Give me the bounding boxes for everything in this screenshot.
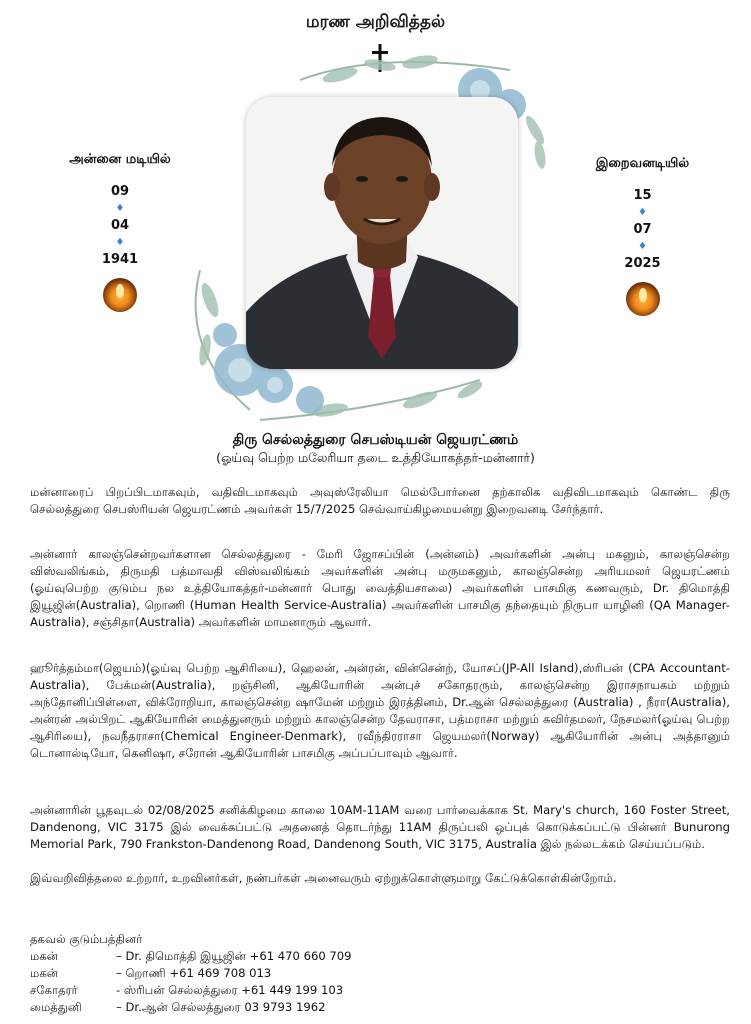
diamond-icon: ♦ [115,237,125,248]
diamond-icon: ♦ [638,241,647,252]
relatives-paragraph: ஹூர்த்தம்மா(ஜெயம்)(ஓய்வு பெற்ற ஆசிரியை), ஹெலன், அன்ரன், வின்சென்ற், யோசப்(JP-All Island),ஸ்ரிபன் (CPA Accountant-Australia), பேக்மன்(Australia), றஞ்சினி, ஆகியோரின் அன்புச் சகோதரரும், காலஞ்சென்ற இராசநாயகம் மற்றும் அந்தோனிப்பிள்ளை, விக்ரோறியா, காலஞ்சென்ற ஷாமேன் மற்றும் இரத்தினம், Dr.ஆன் செல்லத்துரை (Australia) , நீரா(Australia), அன்ரன் அல்பிறட் ஆகியோரின் மைத்துனரும் மற்றும் காலஞ்சென்ற தேவராசா, பத்மராசா மற்றும் சுவிர்தமலர், நேசமலர்(ஓய்வு பெற்ற ஆசிரியை), நவநீதராசா(Chemical Engineer-Denmark), ரவீந்திரராசா ஜெயமலர்(Norway) ஆகியோரின் அன்பு அத்தானும் டொனால்டியோ, கெனிஷா, சரோன் ஆகியோரின் பாசமிகு அப்பப்பாவும் ஆவார். [30,661,730,760]
contact-detail: – Dr. திமொத்தி இயூஜின் +61 470 660 709 [116,949,352,963]
contact-detail: – Dr.ஆன் செல்லத்துரை 03 9793 1962 [116,1000,326,1014]
diamond-icon: ♦ [638,207,647,218]
diamond-icon: ♦ [115,203,125,214]
contact-row [30,999,352,1016]
contact-section [30,931,352,1016]
portrait-photo [246,97,518,369]
deceased-title: (ஓய்வு பெற்ற மலேரியா தடை உத்தியோகத்தர்-மன்னார்) [216,450,535,465]
death-month: 07 [633,222,652,237]
birth-label: அன்னை மடியில் [69,152,171,167]
contact-relation: மகன் [30,966,58,980]
contact-heading: தகவல் குடும்பத்தினர் [30,932,143,946]
contact-detail: – றொணி +61 469 708 013 [116,966,272,980]
contact-row [30,948,352,965]
candle-icon [626,282,660,316]
contact-row [30,982,352,999]
family-paragraph: அன்னார் காலஞ்சென்றவர்களான செல்லத்துரை - மேரி ஜோசப்பின் (அன்னம்) அவர்களின் அன்பு மகனும், காலஞ்சென்ற விஸ்வலிங்கம், திருமதி பத்மாவதி விஸ்வலிங்கம் அவர்களின் அன்பு மருமகனும், காலஞ்சென்ற அரியமலர் ஜெயரட்ணம் (ஓய்வுபெற்ற குடும்ப நல உத்தியோகத்தர்-மன்னார் பொது வைத்தியசாலை) அவர்களின் பாசமிகு கணவரும், Dr. திமொத்தி இயூஜின்(Australia), றொணி (Human Health Service-Australia) அவர்களின் பாசமிகு தந்தையும் நிருபா யாழினி (QA Manager-Australia), சஞ்சிதா(Australia) அவர்களின் மாமனாரும் ஆவார். [30,547,730,629]
contact-row [30,965,352,982]
birth-date-panel [40,152,200,312]
portrait-illustration [246,97,518,369]
notice-title: மரண அறிவித்தல் [305,12,446,32]
death-year: 2025 [624,256,661,271]
birth-year: 1941 [101,252,139,267]
death-date-panel [560,156,725,316]
death-day: 15 [633,188,652,203]
obituary-paragraph: மன்னாரைப் பிறப்பிடமாகவும், வதிவிடமாகவும் அவுஸ்ரேலியா மெல்போர்னை தற்காலிக வதிவிடமாகவும் கொண்ட திரு செல்லத்துரை செபஸ்ரியன் ஜெயரட்ணம் அவர்கள் 15/7/2025 செவ்வாய்கிழமையன்று இறைவனடி சேர்ந்தார். [30,485,730,516]
birth-day: 09 [110,184,130,199]
contact-relation: மகன் [30,949,58,963]
deceased-name: திரு செல்லத்துரை செபஸ்டியன் ஜெயரட்ணம் [232,432,519,448]
candle-icon [103,278,137,312]
birth-month: 04 [110,218,130,233]
contact-relation: மைத்துனி [30,1000,82,1014]
death-label: இறைவனடியில் [595,156,690,171]
contact-detail: - ஸ்ரிபன் செல்லத்துரை +61 449 199 103 [116,983,344,997]
funeral-details-paragraph: அன்னாரின் பூதவுடல் 02/08/2025 சனிக்கிழமை காலை 10AM-11AM வரை பார்வைக்காக St. Mary's church, 160 Foster Street, Dandenong, VIC 3175 இல் வைக்கப்பட்டு அதனைத் தொடர்ந்து 11AM திருப்பலி ஒப்புக் கொடுக்கப்பட்டு பின்னர் Bunurong Memorial Park, 790 Frankston-Dandenong Road, Dandenong South, VIC 3175, Australia இல் நல்லடக்கம் செய்யப்படும். [30,803,730,851]
contact-relation: சகோதரர் [30,983,78,997]
closing-paragraph: இவ்வறிவித்தலை உற்றார், உறவினர்கள், நண்பர்கள் அனைவரும் ஏற்றுக்கொள்ளுமாறு கேட்டுக்கொள்கின்றோம். [30,871,617,885]
